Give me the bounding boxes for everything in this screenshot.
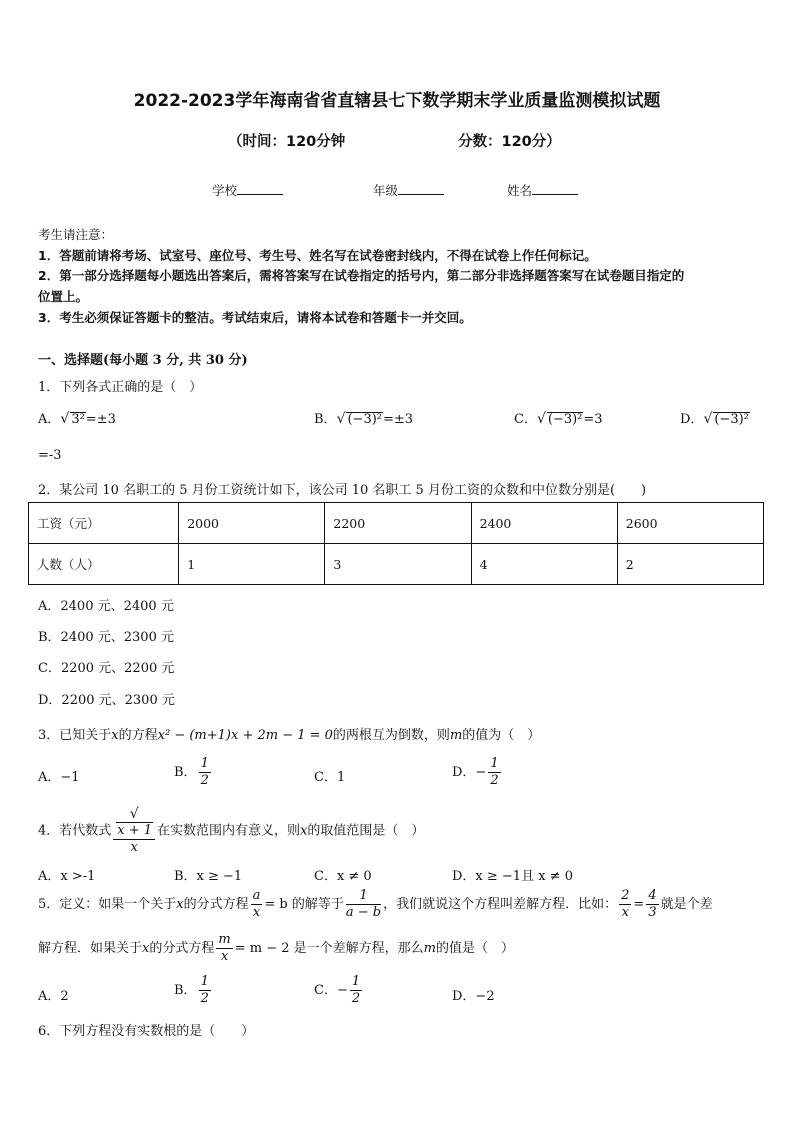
radicand: 3² [71,412,85,427]
q5-line-1: 5．定义：如果一个关于x的分式方程 $\frac{a}{x}$ = b 的解等于 $\frac{1}{a - b}$ ，我们就说这个方程叫差解方程．比如： $\frac{2}{x}$ = $\frac{4}{3}$ 就是个差 [38,888,713,920]
q3-option-c: C．1 [314,770,346,785]
exam-score: 分数：120分） [458,134,561,150]
q1-option-c: C．√ (−3)²=3 [514,411,603,427]
q4-option-b: B．x ≥ −1 [174,869,243,884]
salary-table [28,502,764,585]
fraction-numerator: √ x + 1 [113,806,155,840]
q5-option-b: B． $\frac{1}{2}$ [174,974,209,1006]
q3-option-b: B． $\frac{1}{2}$ [174,756,209,788]
section-heading: 一、选择题(每小题 3 分, 共 30 分) [38,353,248,368]
table-cell: 人数（人） [29,544,179,585]
q1-option-a: A．√ 3²=±3 [38,411,116,427]
q5-option-c: C．− $\frac{1}{2}$ [314,974,361,1006]
name-label: 姓名 [507,183,533,198]
table-row [29,503,764,544]
school-label: 学校 [212,183,238,198]
q5-option-a: A．2 [38,989,69,1004]
school-field [212,181,283,199]
table-cell: 2 [617,544,763,585]
q4-stem: 4．若代数式 √ x + 1 x 在实数范围内有意义，则x的取值范围是（ ） [38,806,425,855]
grade-label: 年级 [373,183,399,198]
q5-line-2: 解方程．如果关于x的分式方程 $\frac{m}{x}$ = m − 2 是一个差解方程，那么m的值是（ ） [38,932,514,964]
q1-option-d-cont: =-3 [38,448,62,463]
q3-equation: x² − (m+1)x + 2m − 1 = 0 [157,728,333,743]
table-cell: 2400 [471,503,617,544]
q4-option-c: C．x ≠ 0 [314,869,372,884]
table-cell: 2600 [617,503,763,544]
q1-option-d: D．√ (−3)² [680,411,749,427]
table-cell: 4 [471,544,617,585]
table-cell: 工资（元） [29,503,179,544]
q4-option-d: D．x ≥ −1且 x ≠ 0 [452,869,573,884]
table-cell: 2200 [325,503,471,544]
notice-item-2-cont: 位置上。 [38,289,89,304]
table-cell: 2000 [179,503,325,544]
table-cell: 3 [325,544,471,585]
name-field [507,181,578,199]
radicand: (−3)² [714,412,749,427]
notice-item-2: 2．第一部分选择题每小题选出答案后，需将答案写在试卷指定的括号内，第二部分非选择题答案写在试卷题目指定的 [38,268,685,283]
q2-option-d: D．2200 元、2300 元 [38,693,175,708]
q6-stem: 6．下列方程没有实数根的是（ ） [38,1024,255,1039]
q3-option-a: A．−1 [38,770,80,785]
exam-time: （时间：120分钟 [228,134,346,150]
radicand: (−3)² [347,412,383,427]
radicand: (−3)² [547,412,583,427]
table-row [29,544,764,585]
q2-option-c: C．2200 元、2200 元 [38,661,175,676]
table-cell: 1 [179,544,325,585]
q2-stem: 2．某公司 10 名职工的 5 月份工资统计如下，该公司 10 名职工 5 月份工资的众数和中位数分别是( ) [38,483,647,498]
q5-option-d: D．−2 [452,989,495,1004]
q4-option-a: A．x >-1 [38,869,96,884]
q2-option-a: A．2400 元、2400 元 [38,599,174,614]
notice-item-3: 3．考生必须保证答题卡的整洁。考试结束后，请将本试卷和答题卡一并交回。 [38,310,472,325]
grade-blank [398,182,444,195]
name-blank [532,182,578,195]
notice-item-1: 1．答题前请将考场、试室号、座位号、考生号、姓名写在试卷密封线内，不得在试卷上作任何标记。 [38,248,597,263]
q1-option-b: B．√ (−3)²=±3 [314,411,414,427]
exam-title: 2022-2023学年海南省省直辖县七下数学期末学业质量监测模拟试题 [133,91,661,111]
grade-field [373,181,444,199]
school-blank [237,182,283,195]
notice-heading: 考生请注意： [38,227,114,242]
q3-option-d: D．− $\frac{1}{2}$ [452,756,499,788]
q3-stem: 3．已知关于x的方程x² − (m+1)x + 2m − 1 = 0的两根互为倒数，则m的值为（ ） [38,728,541,743]
q2-option-b: B．2400 元、2300 元 [38,630,174,645]
q1-stem: 1．下列各式正确的是（ ） [38,380,203,395]
